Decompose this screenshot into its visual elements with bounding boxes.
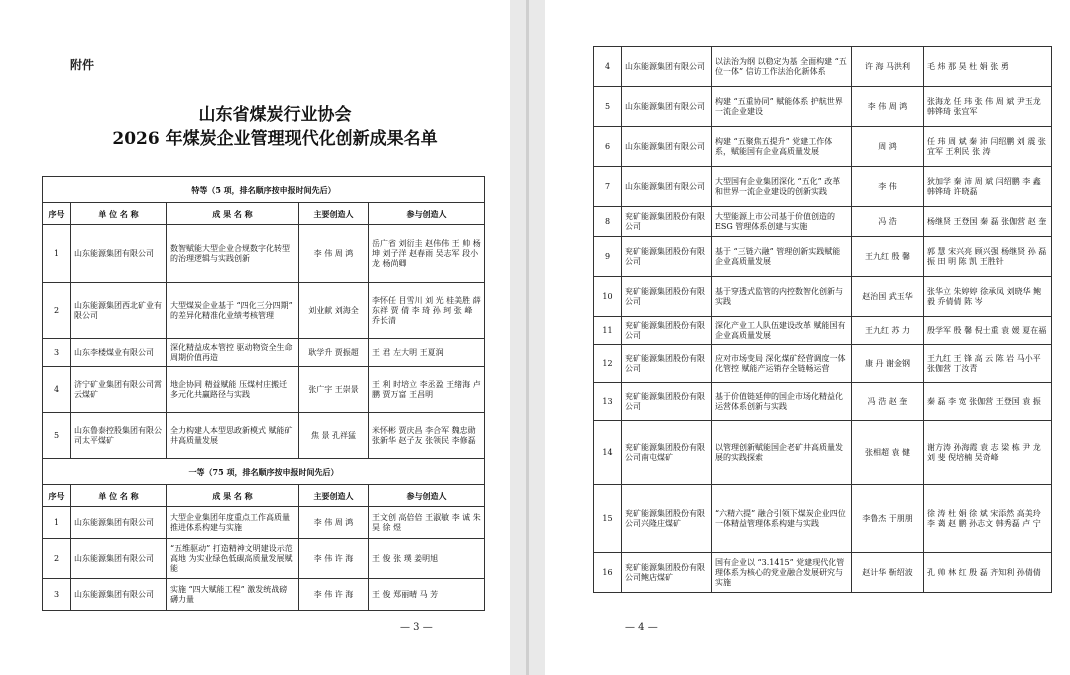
- result-name: 地企协同 精益赋能 压煤村庄搬迁多元化共赢路径与实践: [167, 367, 299, 413]
- participants: 秦 磊 李 宽 张伽营 王登国 袁 振: [924, 383, 1052, 421]
- row-number: 12: [594, 345, 622, 383]
- row-number: 3: [43, 579, 71, 611]
- unit-name: 兖矿能源集团股份有限公司: [622, 317, 712, 345]
- participants: 孔 帅 林 红 殷 磊 齐知利 孙倩倩: [924, 553, 1052, 593]
- table-row: [43, 339, 485, 367]
- main-creator: 李 伟 周 鸿: [852, 87, 924, 127]
- main-creator: 耿学升 贾振超: [299, 339, 369, 367]
- table-row: [594, 87, 1052, 127]
- table-row: [594, 317, 1052, 345]
- results-table-right: [593, 46, 1052, 593]
- main-creator: 李 伟 周 鸿: [299, 225, 369, 283]
- row-number: 4: [594, 47, 622, 87]
- result-name: “五维驱动” 打造精神文明建设示范高地 为实业绿色低碳高质量发展赋能: [167, 539, 299, 579]
- table-row: [594, 277, 1052, 317]
- row-number: 3: [43, 339, 71, 367]
- result-name: 应对市场变局 深化煤矿经营调度一体化管控 赋能产运销存全链畅运营: [712, 345, 852, 383]
- unit-name: 山东能源集团有限公司: [622, 87, 712, 127]
- main-creator: 李 伟: [852, 167, 924, 207]
- result-name: 基于 “三链六融” 管理创新实践赋能企业高质量发展: [712, 237, 852, 277]
- results-table-left: [42, 176, 485, 611]
- result-name: 大型企业集团年度重点工作高质量推进体系构建与实施: [167, 507, 299, 539]
- unit-name: 山东能源集团有限公司: [622, 47, 712, 87]
- main-creator: 李 伟 许 海: [299, 539, 369, 579]
- row-number: 11: [594, 317, 622, 345]
- row-number: 6: [594, 127, 622, 167]
- main-creator: 张相超 袁 健: [852, 421, 924, 485]
- row-number: 15: [594, 485, 622, 553]
- participants: 王九红 王 锋 高 云 陈 岩 马小平 张伽营 丁汝青: [924, 345, 1052, 383]
- main-creator: 张广宇 王崇景: [299, 367, 369, 413]
- document-page-right: [545, 0, 1070, 675]
- table-row: [594, 485, 1052, 553]
- table-header-row: [43, 203, 485, 225]
- row-number: 2: [43, 283, 71, 339]
- participants: 王 俊 张 璞 姜明旭: [369, 539, 485, 579]
- row-number: 5: [594, 87, 622, 127]
- table-row: [43, 413, 485, 459]
- main-creator: 焦 景 孔祥猛: [299, 413, 369, 459]
- unit-name: 兖矿能源集团股份有限公司鲍店煤矿: [622, 553, 712, 593]
- unit-name: 山东鲁泰控股集团有限公司太平煤矿: [71, 413, 167, 459]
- participants: 张海龙 任 玮 张 伟 周 斌 尹玉龙 韩铧琦 张宜军: [924, 87, 1052, 127]
- row-number: 8: [594, 207, 622, 237]
- result-name: “六精六提” 融合引领下煤炭企业四位一体精益管理体系构建与实践: [712, 485, 852, 553]
- participants: 王 君 左大明 王夏润: [369, 339, 485, 367]
- result-name: 大型国有企业集团深化 “五化” 改革和世界一流企业建设的创新实践: [712, 167, 852, 207]
- attachment-label: 附件: [70, 58, 95, 72]
- row-number: 13: [594, 383, 622, 421]
- unit-name: 山东能源集团有限公司: [622, 167, 712, 207]
- unit-name: 山东能源集团西北矿业有限公司: [71, 283, 167, 339]
- result-name: 大型能源上市公司基于价值创造的 ESG 管理体系创建与实施: [712, 207, 852, 237]
- participants: 毛 炜 那 昊 杜 娟 张 勇: [924, 47, 1052, 87]
- participants: 徐 涛 杜 娟 徐 斌 宋添然 高美玲 李 蔼 赵 鹏 孙志文 韩秀磊 卢 宁: [924, 485, 1052, 553]
- result-name: 深化产业工人队伍建设改革 赋能国有企业高质量发展: [712, 317, 852, 345]
- result-name: 国有企业以 “3.1415” 党建现代化管理体系为核心的党业融合发展研究与实施: [712, 553, 852, 593]
- main-creator: 周 鸿: [852, 127, 924, 167]
- column-header: 单 位 名 称: [71, 485, 167, 507]
- section-row: [43, 459, 485, 485]
- table-row: [594, 47, 1052, 87]
- main-creator: 李鲁杰 于朋朋: [852, 485, 924, 553]
- row-number: 7: [594, 167, 622, 207]
- table-row: [594, 345, 1052, 383]
- main-creator: 李 伟 许 海: [299, 579, 369, 611]
- main-creator: 王九红 殷 馨: [852, 237, 924, 277]
- unit-name: 山东能源集团有限公司: [71, 507, 167, 539]
- table-row: [594, 383, 1052, 421]
- table-row: [43, 283, 485, 339]
- row-number: 9: [594, 237, 622, 277]
- row-number: 5: [43, 413, 71, 459]
- table-row: [594, 421, 1052, 485]
- row-number: 1: [43, 225, 71, 283]
- participants: 殷学军 殷 馨 倪士重 袁 媛 夏在福: [924, 317, 1052, 345]
- row-number: 10: [594, 277, 622, 317]
- unit-name: 兖矿能源集团股份有限公司: [622, 277, 712, 317]
- row-number: 4: [43, 367, 71, 413]
- table-row: [43, 579, 485, 611]
- result-name: 构建 “五重协同” 赋能体系 护航世界一流企业建设: [712, 87, 852, 127]
- unit-name: 济宁矿业集团有限公司霄云煤矿: [71, 367, 167, 413]
- page-number: — 3 —: [400, 622, 433, 633]
- table-row: [43, 367, 485, 413]
- column-header: 成 果 名 称: [167, 203, 299, 225]
- result-name: 构建 “五聚焦五提升” 党建工作体系，赋能国有企业高质量发展: [712, 127, 852, 167]
- table-row: [43, 539, 485, 579]
- main-creator: 冯 浩 赵 奎: [852, 383, 924, 421]
- unit-name: 兖矿能源集团股份有限公司: [622, 207, 712, 237]
- unit-name: 兖矿能源集团股份有限公司: [622, 383, 712, 421]
- main-creator: 赵计华 靳绍波: [852, 553, 924, 593]
- unit-name: 山东李楼煤业有限公司: [71, 339, 167, 367]
- scrollbar-thumb[interactable]: [526, 0, 529, 675]
- column-header: 参与创造人: [369, 485, 485, 507]
- column-header: 主要创造人: [299, 485, 369, 507]
- document-page-left: [0, 0, 510, 675]
- column-header: 序号: [43, 485, 71, 507]
- table-row: [594, 553, 1052, 593]
- participants: 张华立 朱婷婷 徐承凤 刘晓华 鲍 毅 乔倩倩 陈 岑: [924, 277, 1052, 317]
- unit-name: 山东能源集团有限公司: [71, 539, 167, 579]
- document-title: 山东省煤炭行业协会: [198, 105, 352, 125]
- participants: 谢方涛 孙海霞 袁 志 梁 栋 尹 龙 刘 斐 倪培楠 吴奇峰: [924, 421, 1052, 485]
- table-row: [43, 507, 485, 539]
- result-name: 以法治为纲 以稳定为基 全面构建 “五位一体” 信访工作法治化新体系: [712, 47, 852, 87]
- participants: 任 玮 周 斌 秦 沛 闫绍鹏 刘 震 张宜军 王利民 张 涛: [924, 127, 1052, 167]
- main-creator: 许 海 马洪利: [852, 47, 924, 87]
- participants: 杨继贤 王登国 秦 磊 张伽营 赵 奎: [924, 207, 1052, 237]
- page-number: — 4 —: [625, 622, 658, 633]
- column-header: 序号: [43, 203, 71, 225]
- participants: 郭 慧 宋兴亮 顾兴强 杨继贤 孙 磊 振 田 明 陈 凯 王胜针: [924, 237, 1052, 277]
- result-name: 大型煤炭企业基于 “四化三分四期” 的差异化精准化业绩考核管理: [167, 283, 299, 339]
- participants: 李怀任 目雪川 刘 光 桂美胜 薛东祥 贾 倩 李 琦 孙 珂 张 峰 乔长清: [369, 283, 485, 339]
- participants: 岳广省 刘衍圭 赵伟伟 王 帅 杨 坤 刘子洋 赵春雨 吴志军 段小龙 杨尚卿: [369, 225, 485, 283]
- result-name: 基于穿透式监管的内控数智化创新与实践: [712, 277, 852, 317]
- result-name: 全力构建人本型思政新模式 赋能矿井高质量发展: [167, 413, 299, 459]
- main-creator: 刘业献 刘海全: [299, 283, 369, 339]
- participants: 米怀彬 贾庆昌 李合军 魏忠勋 张新华 赵子友 张领民 李修磊: [369, 413, 485, 459]
- unit-name: 兖矿能源集团股份有限公司: [622, 345, 712, 383]
- section-row: [43, 177, 485, 203]
- unit-name: 兖矿能源集团股份有限公司兴隆庄煤矿: [622, 485, 712, 553]
- participants: 王 利 时培立 李丞盈 王绪海 卢 鹏 贾万富 王昌明: [369, 367, 485, 413]
- table-row: [594, 127, 1052, 167]
- table-row: [43, 225, 485, 283]
- main-creator: 冯 浩: [852, 207, 924, 237]
- section-title: 一等（75 项，排名顺序按申报时间先后）: [43, 459, 485, 485]
- main-creator: 李 伟 周 鸿: [299, 507, 369, 539]
- main-creator: 赵治国 武玉华: [852, 277, 924, 317]
- participants: 王 俊 郑丽晴 马 芳: [369, 579, 485, 611]
- result-name: 数智赋能大型企业合规数字化转型的治理逻辑与实践创新: [167, 225, 299, 283]
- participants: 王文创 高倍倍 王淑敏 李 诚 朱 昊 徐 煜: [369, 507, 485, 539]
- row-number: 14: [594, 421, 622, 485]
- unit-name: 兖矿能源集团股份有限公司: [622, 237, 712, 277]
- column-header: 单 位 名 称: [71, 203, 167, 225]
- unit-name: 山东能源集团有限公司: [622, 127, 712, 167]
- main-creator: 康 丹 谢金钢: [852, 345, 924, 383]
- result-name: 实施 “四大赋能工程” 激发统战磅礴力量: [167, 579, 299, 611]
- column-header: 成 果 名 称: [167, 485, 299, 507]
- unit-name: 山东能源集团有限公司: [71, 579, 167, 611]
- table-row: [594, 167, 1052, 207]
- table-row: [594, 207, 1052, 237]
- row-number: 1: [43, 507, 71, 539]
- result-name: 深化精益成本管控 驱动物资全生命周期价值再造: [167, 339, 299, 367]
- result-name: 以管理创新赋能国企老矿井高质量发展的实践探索: [712, 421, 852, 485]
- participants: 狄加学 秦 沛 周 斌 闫绍鹏 李 鑫 韩铧琦 许晓磊: [924, 167, 1052, 207]
- unit-name: 兖矿能源集团股份有限公司南屯煤矿: [622, 421, 712, 485]
- document-subtitle: 2026 年煤炭企业管理现代化创新成果名单: [112, 129, 438, 149]
- section-title: 特等（5 项，排名顺序按申报时间先后）: [43, 177, 485, 203]
- row-number: 16: [594, 553, 622, 593]
- column-header: 参与创造人: [369, 203, 485, 225]
- main-creator: 王九红 苏 力: [852, 317, 924, 345]
- table-header-row: [43, 485, 485, 507]
- result-name: 基于价值链延伸的国企市场化精益化运营体系创新与实践: [712, 383, 852, 421]
- table-row: [594, 237, 1052, 277]
- unit-name: 山东能源集团有限公司: [71, 225, 167, 283]
- column-header: 主要创造人: [299, 203, 369, 225]
- row-number: 2: [43, 539, 71, 579]
